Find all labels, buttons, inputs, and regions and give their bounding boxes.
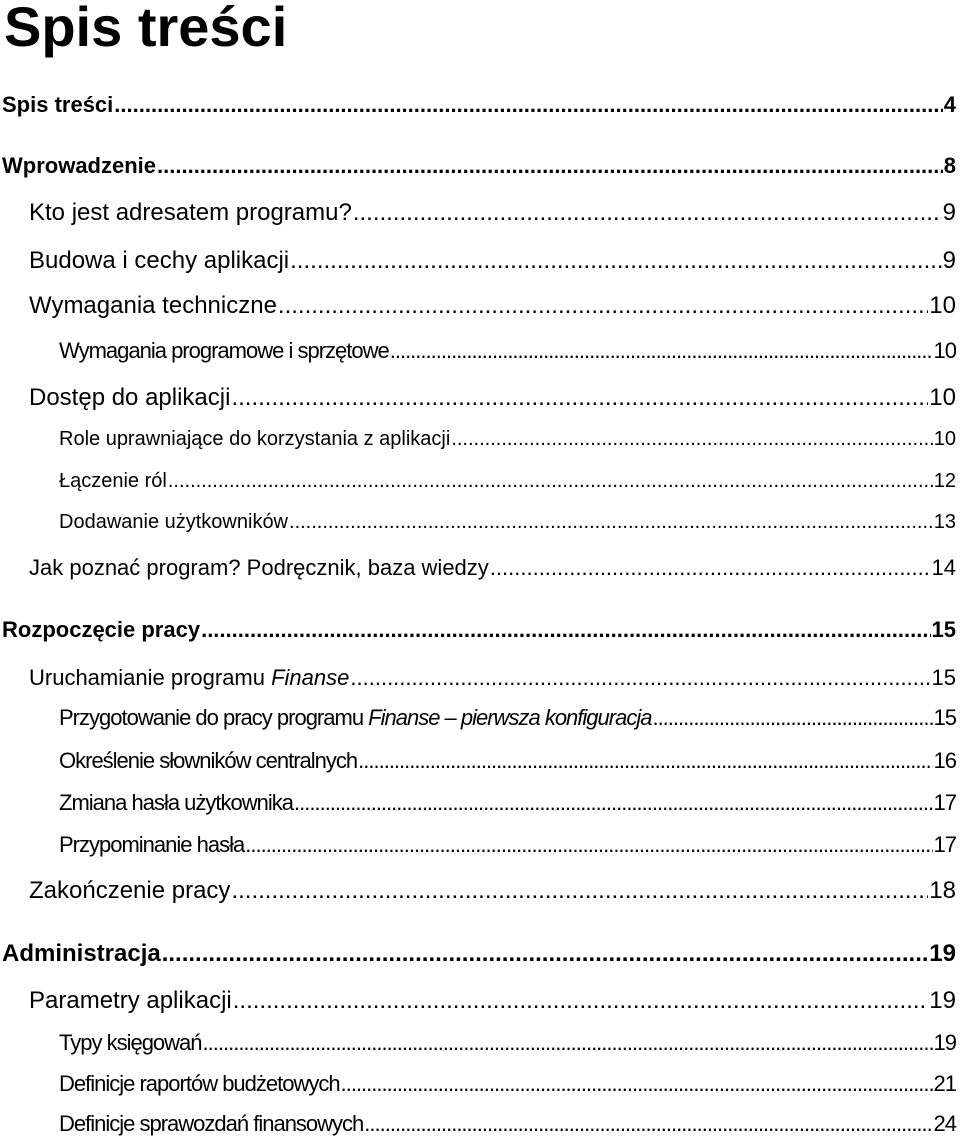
toc-entry-zmiana-hasla[interactable] xyxy=(59,785,956,821)
toc-page-number: 10 xyxy=(929,384,956,411)
toc-dot-leader xyxy=(157,148,943,184)
toc-entry-title-italic: Finanse xyxy=(271,665,350,690)
toc-page-number: 15 xyxy=(931,665,956,690)
toc-entry-title: Zmiana hasła użytkownika xyxy=(59,790,294,815)
toc-page-number: 14 xyxy=(931,555,956,580)
toc-entry-dodawanie-uzytkownikow[interactable] xyxy=(59,504,956,540)
toc-page-number: 13 xyxy=(933,511,956,533)
toc-entry-budowa-i-cechy[interactable] xyxy=(29,243,956,279)
toc-dot-leader xyxy=(652,700,932,736)
toc-dot-leader xyxy=(358,743,932,779)
toc-dot-leader xyxy=(245,827,932,863)
toc-entry-title: Łączenie ról xyxy=(59,470,167,492)
toc-page-number: 4 xyxy=(943,92,956,117)
toc-dot-leader xyxy=(289,504,933,540)
page-title: Spis treści xyxy=(4,0,288,58)
toc-dot-leader xyxy=(203,1025,933,1061)
toc-entry-przygotowanie-do-pracy[interactable] xyxy=(59,700,956,736)
toc-entry-title: Role uprawniające do korzystania z aplikacji xyxy=(59,428,451,450)
toc-entry-title: Definicje sprawozdań finansowych xyxy=(59,1111,364,1136)
toc-page-number: 21 xyxy=(933,1071,956,1096)
toc-page-number: 9 xyxy=(942,247,956,274)
toc-entry-parametry-aplikacji[interactable] xyxy=(29,983,956,1019)
toc-dot-leader xyxy=(390,333,933,369)
toc-page-number: 19 xyxy=(929,987,956,1014)
toc-entry-title: Definicje raportów budżetowych xyxy=(59,1071,340,1096)
toc-entry-definicje-raportow[interactable] xyxy=(59,1066,956,1102)
toc-page-number: 8 xyxy=(943,153,956,178)
toc-page-number: 9 xyxy=(942,199,956,226)
toc-page-number: 15 xyxy=(931,617,956,642)
toc-entry-title: Zakończenie pracy xyxy=(29,877,231,904)
toc-entry-wprowadzenie[interactable] xyxy=(2,148,956,184)
toc-entry-title: Budowa i cechy aplikacji xyxy=(29,247,290,274)
toc-entry-wymagania-programowe[interactable] xyxy=(59,333,956,369)
toc-dot-leader xyxy=(201,612,930,648)
toc-entry-uruchamianie-programu[interactable] xyxy=(29,660,956,696)
toc-page-number: 10 xyxy=(929,292,956,319)
toc-dot-leader xyxy=(114,87,942,123)
toc-entry-title: Dostęp do aplikacji xyxy=(29,384,231,411)
toc-entry-okreslenie-slownikow[interactable] xyxy=(59,743,956,779)
toc-entry-title: Administracja xyxy=(2,940,161,967)
toc-dot-leader xyxy=(231,873,928,909)
toc-dot-leader xyxy=(294,785,933,821)
toc-entry-title: Wymagania techniczne xyxy=(29,292,277,319)
toc-entry-przypominanie-hasla[interactable] xyxy=(59,827,956,863)
toc-entry-title-italic: Finanse – pierwsza konfiguracja xyxy=(368,705,652,730)
toc-entry-title: Typy księgowań xyxy=(59,1030,202,1055)
toc-entry-administracja[interactable] xyxy=(2,936,956,972)
toc-entry-title: Wprowadzenie xyxy=(2,153,157,178)
toc-dot-leader xyxy=(490,550,931,586)
toc-entry-title: Kto jest adresatem programu? xyxy=(29,199,352,226)
toc-page-number: 16 xyxy=(933,748,956,773)
toc-entry-title: Dodawanie użytkowników xyxy=(59,511,289,533)
toc-entry-typy-ksiegowan[interactable] xyxy=(59,1025,956,1061)
toc-entry-wymagania-techniczne[interactable] xyxy=(29,288,956,324)
toc-entry-title-text: Uruchamianie programu xyxy=(29,665,272,690)
toc-dot-leader xyxy=(231,380,928,416)
toc-dot-leader xyxy=(353,195,942,231)
toc-page-number: 10 xyxy=(933,338,956,363)
toc-page-number: 19 xyxy=(933,1030,956,1055)
toc-entry-title: Parametry aplikacji xyxy=(29,987,232,1014)
toc-entry-zakonczenie-pracy[interactable] xyxy=(29,873,956,909)
toc-page-number: 19 xyxy=(929,940,956,967)
toc-entry-jak-poznac-program[interactable] xyxy=(29,550,956,586)
toc-dot-leader xyxy=(364,1106,932,1142)
toc-page-number: 18 xyxy=(929,877,956,904)
toc-dot-leader xyxy=(350,660,930,696)
toc-entry-rozpoczecie-pracy[interactable] xyxy=(2,612,956,648)
toc-page-number: 24 xyxy=(933,1111,956,1136)
toc-page-number: 12 xyxy=(933,470,956,492)
toc-page-number: 17 xyxy=(933,790,956,815)
toc-dot-leader xyxy=(451,421,932,457)
toc-entry-dostep-do-aplikacji[interactable] xyxy=(29,380,956,416)
toc-entry-spis-tresci[interactable] xyxy=(2,87,956,123)
toc-dot-leader xyxy=(341,1066,933,1102)
toc-entry-title: Określenie słowników centralnych xyxy=(59,748,358,773)
toc-entry-title: Rozpoczęcie pracy xyxy=(2,617,201,642)
toc-page-number: 17 xyxy=(933,832,956,857)
toc-entry-title xyxy=(59,700,651,736)
toc-entry-title xyxy=(29,660,349,696)
toc-dot-leader xyxy=(168,463,933,499)
toc-entry-title: Jak poznać program? Podręcznik, baza wiedzy xyxy=(29,555,489,580)
toc-entry-laczenie-rol[interactable] xyxy=(59,463,956,499)
toc-page-number: 15 xyxy=(933,705,956,730)
toc-entry-title: Przypominanie hasła xyxy=(59,832,245,857)
toc-entry-title-text: Przygotowanie do pracy programu xyxy=(59,705,369,730)
toc-entry-definicje-sprawozdan[interactable] xyxy=(59,1106,956,1142)
toc-dot-leader xyxy=(162,936,929,972)
toc-entry-role-uprawniajace[interactable] xyxy=(59,421,956,457)
toc-page-number: 10 xyxy=(933,428,956,450)
toc-entry-title: Spis treści xyxy=(2,92,114,117)
toc-entry-kto-jest-adresatem[interactable] xyxy=(29,195,956,231)
toc-dot-leader xyxy=(290,243,942,279)
toc-dot-leader xyxy=(278,288,928,324)
toc-entry-title: Wymagania programowe i sprzętowe xyxy=(59,338,389,363)
toc-dot-leader xyxy=(233,983,929,1019)
